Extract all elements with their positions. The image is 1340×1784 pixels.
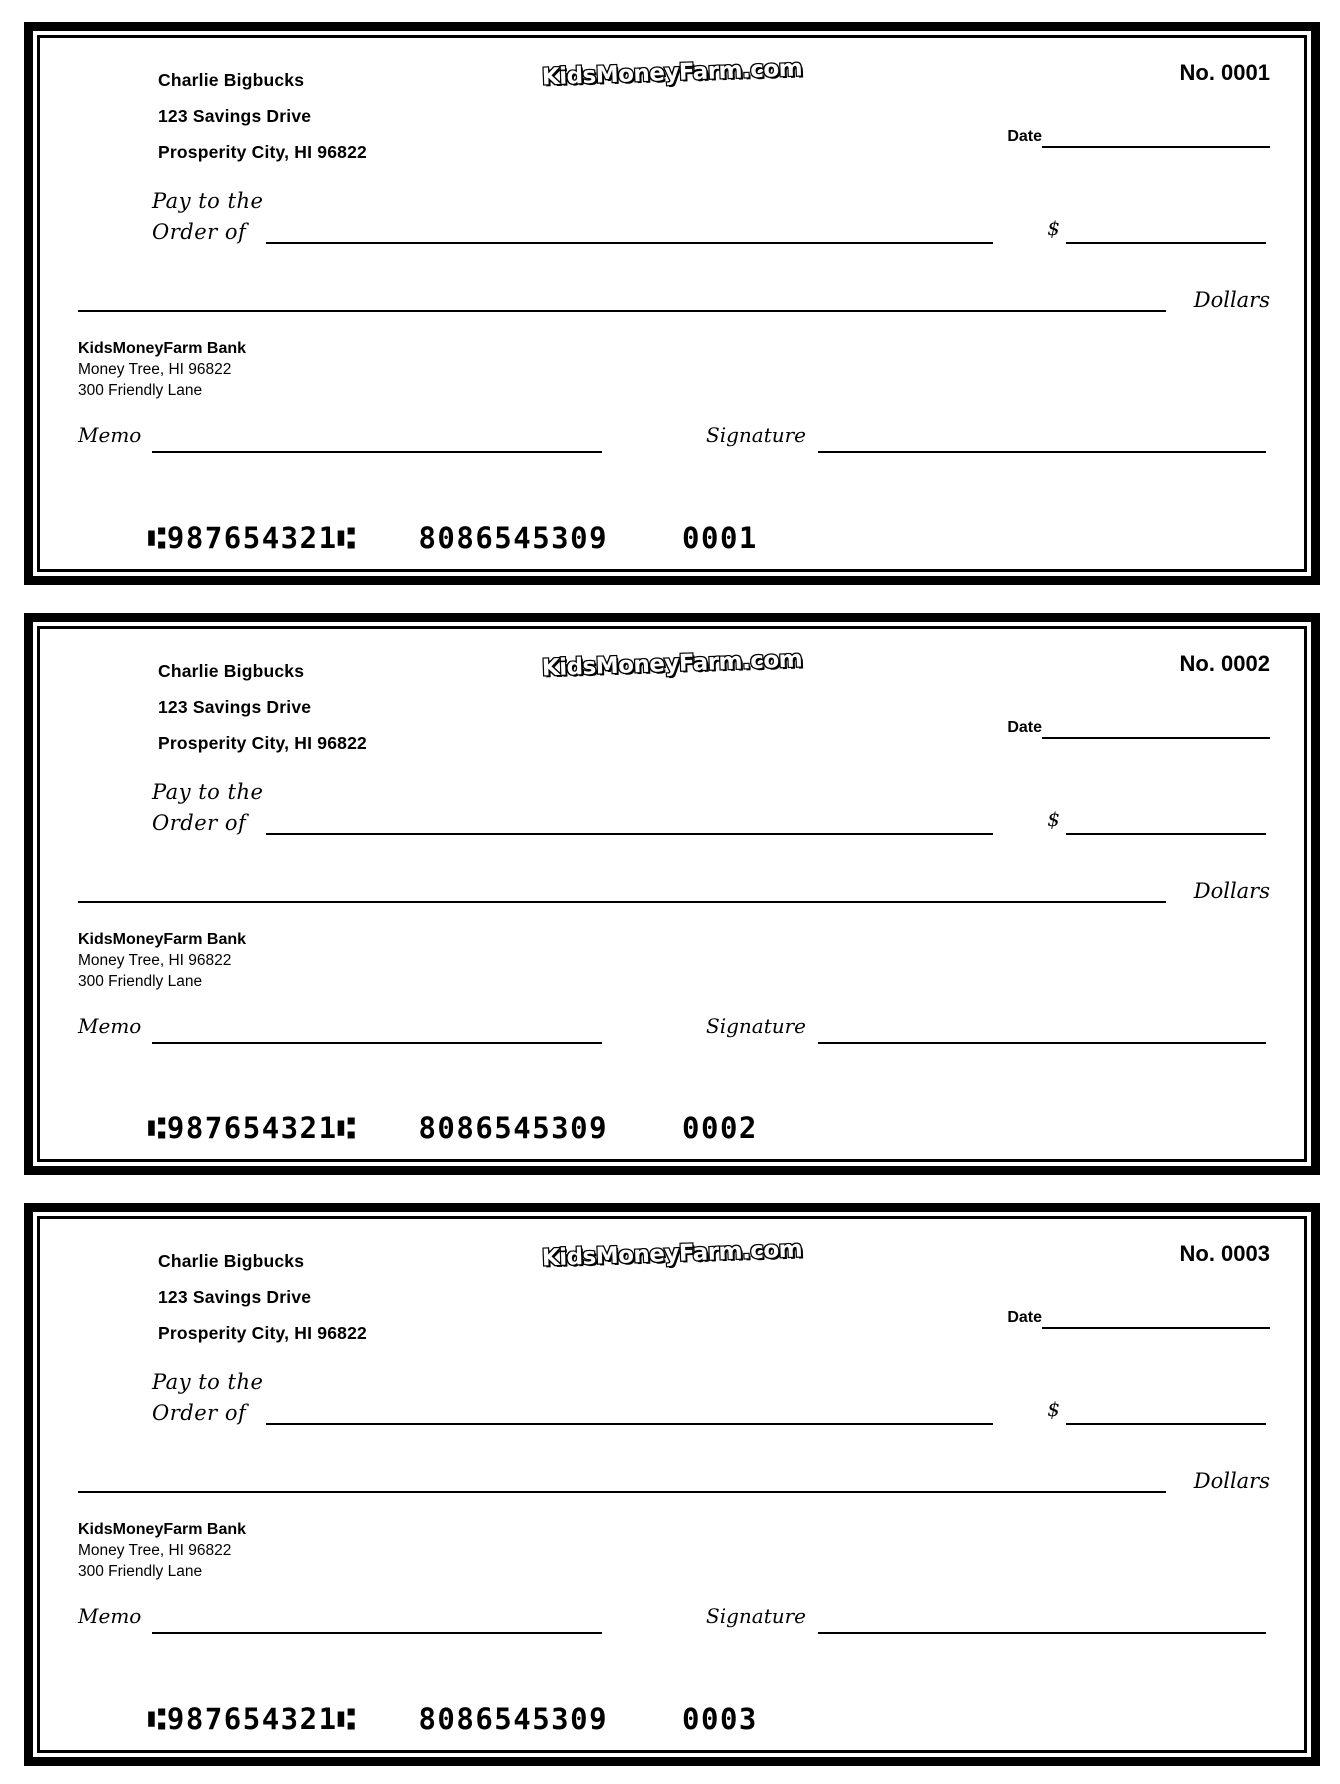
amount-box-line[interactable] — [1066, 833, 1266, 835]
check-number: No. 0001 — [1179, 60, 1270, 85]
memo-write-line[interactable] — [152, 1632, 602, 1634]
amount-box-line[interactable] — [1066, 242, 1266, 244]
payer-name: Charlie Bigbucks — [158, 660, 305, 681]
signature-write-line[interactable] — [818, 1632, 1266, 1634]
check-border-inner — [37, 626, 1307, 1163]
payer-address-block — [158, 62, 367, 170]
check-header — [66, 1235, 1278, 1355]
micr-check-serial: 0003 — [682, 1702, 758, 1737]
payer-street: 123 Savings Drive — [158, 106, 312, 126]
signature-label: Signature — [706, 423, 807, 447]
date-label: Date — [1007, 128, 1042, 145]
check-border-inner — [37, 35, 1307, 572]
amount-box-line[interactable] — [1066, 1423, 1266, 1425]
micr-line — [66, 521, 1278, 555]
amount-words-section — [66, 873, 1278, 919]
date-label: Date — [1007, 1309, 1042, 1327]
dollars-label: Dollars — [1193, 288, 1270, 312]
date-write-line[interactable] — [1042, 1326, 1270, 1329]
micr-line — [66, 1111, 1278, 1145]
dollars-label: Dollars — [1193, 1469, 1270, 1494]
date-field[interactable] — [1007, 1309, 1270, 1329]
pay-to-order-of-label — [152, 777, 263, 839]
bank-name: KidsMoneyFarm Bank — [78, 930, 247, 948]
micr-account-number: 8086545309 — [418, 1111, 609, 1146]
micr-account-number: 8086545309 — [418, 1702, 609, 1737]
check-border-inner — [37, 1216, 1307, 1753]
pay-to-line-1: Pay to the — [152, 189, 264, 213]
micr-routing-number: ⑆987654321⑆ — [148, 1111, 357, 1146]
date-label: Date — [1007, 718, 1042, 736]
payee-section — [66, 186, 1278, 282]
amount-words-write-line[interactable] — [78, 1491, 1166, 1493]
micr-routing-number: ⑆987654321⑆ — [148, 520, 357, 555]
bank-name: KidsMoneyFarm Bank — [78, 1521, 247, 1539]
date-field[interactable] — [1007, 719, 1270, 739]
payer-city-state-zip: Prosperity City, HI 96822 — [158, 732, 367, 753]
payer-city-state-zip: Prosperity City, HI 96822 — [158, 1323, 367, 1344]
amount-words-write-line[interactable] — [78, 310, 1166, 312]
amount-words-section — [66, 1463, 1278, 1509]
memo-write-line[interactable] — [152, 1042, 602, 1044]
kidsmoneyfarm-logo: KidsMoneyFarm.com — [541, 646, 803, 682]
payer-name: Charlie Bigbucks — [158, 70, 305, 90]
bank-street: 300 Friendly Lane — [78, 1563, 203, 1581]
payer-city-state-zip: Prosperity City, HI 96822 — [158, 142, 367, 162]
bank-address-block — [78, 929, 1278, 992]
payee-write-line[interactable] — [266, 242, 993, 244]
check-2 — [24, 613, 1320, 1176]
payee-section — [66, 777, 1278, 873]
pay-to-line-2: Order of — [152, 1401, 247, 1426]
memo-label: Memo — [78, 1013, 142, 1038]
pay-to-line-1: Pay to the — [152, 1370, 264, 1395]
payer-street: 123 Savings Drive — [158, 696, 312, 717]
micr-routing-number: ⑆987654321⑆ — [148, 1702, 357, 1737]
memo-signature-row — [66, 423, 1278, 479]
memo-label: Memo — [78, 1604, 142, 1629]
bank-street: 300 Friendly Lane — [78, 382, 203, 399]
micr-check-serial: 0001 — [682, 520, 758, 555]
memo-signature-row — [66, 1604, 1278, 1660]
micr-account-number: 8086545309 — [418, 520, 609, 555]
pay-to-line-2: Order of — [152, 810, 247, 835]
dollar-sign: $ — [1047, 216, 1060, 240]
bank-address-block — [78, 338, 1278, 401]
date-field[interactable] — [1007, 128, 1270, 148]
payer-address-block — [158, 653, 367, 761]
date-write-line[interactable] — [1042, 736, 1270, 739]
signature-label: Signature — [706, 1604, 807, 1629]
pay-to-order-of-label — [152, 186, 263, 248]
micr-check-serial: 0002 — [682, 1111, 758, 1146]
payer-street: 123 Savings Drive — [158, 1287, 312, 1308]
payer-address-block — [158, 1243, 367, 1351]
check-number: No. 0003 — [1179, 1241, 1270, 1267]
check-header — [66, 645, 1278, 765]
payee-write-line[interactable] — [266, 833, 993, 835]
pay-to-line-1: Pay to the — [152, 779, 264, 804]
kidsmoneyfarm-logo: KidsMoneyFarm.com — [541, 55, 803, 91]
bank-city-state-zip: Money Tree, HI 96822 — [78, 951, 232, 969]
memo-label: Memo — [78, 423, 142, 447]
kidsmoneyfarm-logo: KidsMoneyFarm.com — [541, 1236, 803, 1272]
dollar-sign: $ — [1047, 1397, 1060, 1422]
dollars-label: Dollars — [1193, 878, 1270, 903]
payee-write-line[interactable] — [266, 1423, 993, 1425]
check-number: No. 0002 — [1179, 650, 1270, 676]
memo-signature-row — [66, 1014, 1278, 1070]
date-write-line[interactable] — [1042, 145, 1270, 148]
bank-city-state-zip: Money Tree, HI 96822 — [78, 1542, 232, 1560]
amount-words-write-line[interactable] — [78, 901, 1166, 903]
payer-name: Charlie Bigbucks — [158, 1251, 305, 1272]
payee-section — [66, 1367, 1278, 1463]
memo-write-line[interactable] — [152, 451, 602, 453]
bank-name: KidsMoneyFarm Bank — [78, 340, 247, 357]
micr-line — [66, 1702, 1278, 1736]
signature-write-line[interactable] — [818, 451, 1266, 453]
signature-label: Signature — [706, 1013, 807, 1038]
pay-to-line-2: Order of — [152, 220, 247, 244]
bank-street: 300 Friendly Lane — [78, 972, 203, 990]
bank-city-state-zip: Money Tree, HI 96822 — [78, 361, 232, 378]
check-1 — [24, 22, 1320, 585]
dollar-sign: $ — [1047, 806, 1060, 831]
check-3 — [24, 1203, 1320, 1766]
signature-write-line[interactable] — [818, 1042, 1266, 1044]
pay-to-order-of-label — [152, 1367, 263, 1429]
check-header — [66, 54, 1278, 174]
amount-words-section — [66, 282, 1278, 328]
bank-address-block — [78, 1519, 1278, 1582]
